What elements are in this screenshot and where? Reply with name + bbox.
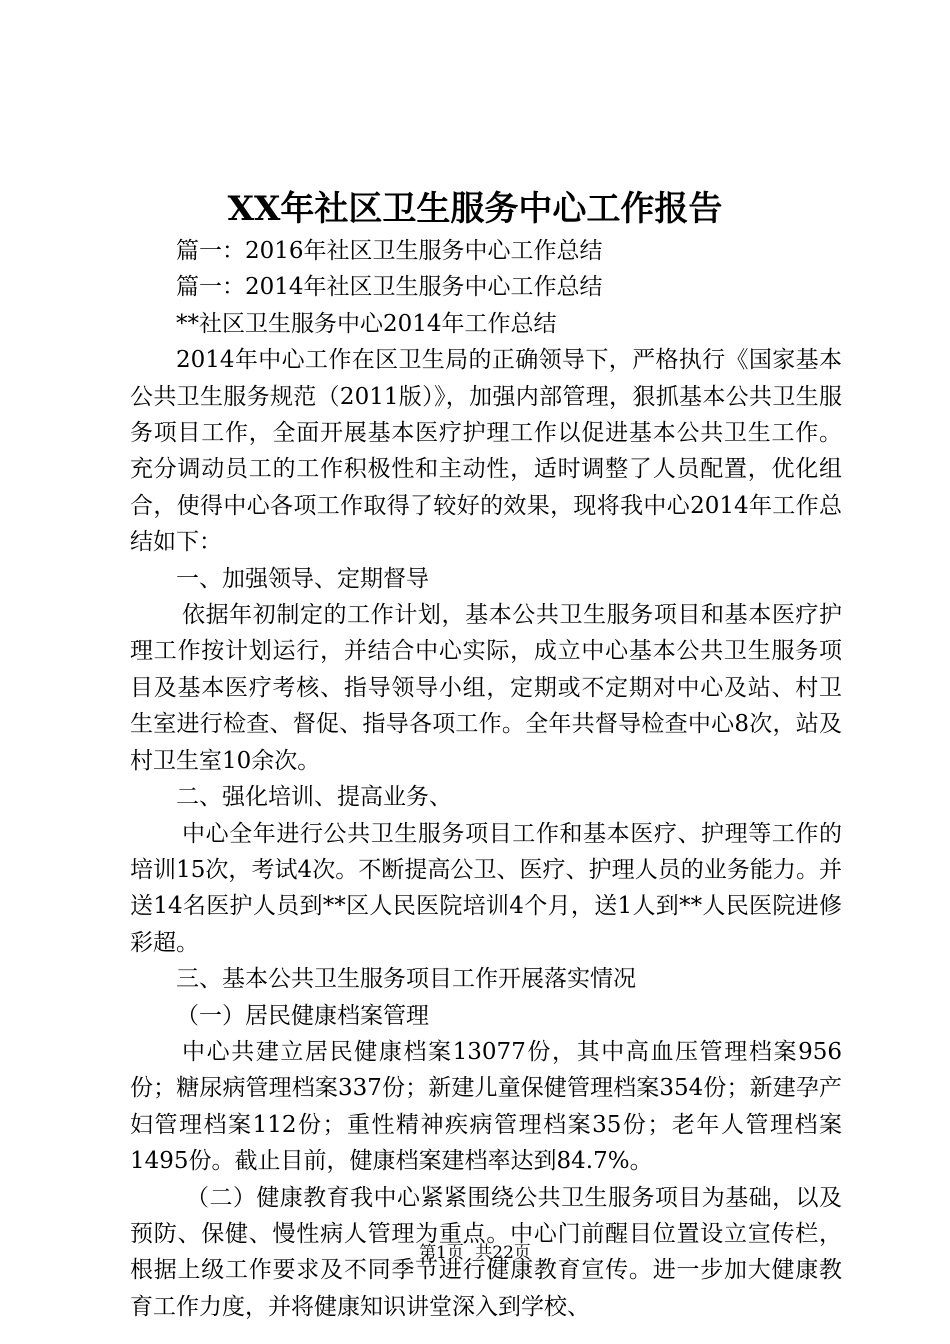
body-paragraph: 2014年中心工作在区卫生局的正确领导下，严格执行《国家基本公共卫生服务规范（2011版）》，加强内部管理，狠抓基本公共卫生服务项目工作，全面开展基本医疗护理工作以促进基本公共卫生工作。充分调动员工的工作积极性和主动性，适时调整了人员配置，优化组合，使得中心各项工作取得了较好的效果，现将我中心2014年工作总结如下： [130,347,842,556]
subtitle-line: 篇一：2014年社区卫生服务中心工作总结 [176,274,603,301]
subtitle-line: 篇一：2016年社区卫生服务中心工作总结 [176,238,603,264]
page-number: 第1页 [419,1243,464,1263]
report-heading: **社区卫生服务中心2014年工作总结 [176,310,557,337]
body-paragraph: （二）健康教育我中心紧紧围绕公共卫生服务项目为基础，以及预防、保健、慢性病人管理为重点。中心门前醒目位置设立宣传栏，根据上级工作要求及不同季节进行健康教育宣传。进一步加大健康教育工作力度，并将健康知识讲堂深入到学校、 [130,1184,842,1320]
body-paragraph: 中心全年进行公共卫生服务项目工作和基本医疗、护理等工作的培训15次，考试4次。不断提高公卫、医疗、护理人员的业务能力。并送14名医护人员到**区人民医院培训4个月，送1人到**人民医院进修彩超。 [130,820,842,956]
section-heading: 一、加强领导、定期督导 [176,565,429,592]
subsection-heading: （一）居民健康档案管理 [176,1002,429,1029]
document-body [130,233,842,1325]
section-heading: 三、基本公共卫生服务项目工作开展落实情况 [176,966,636,993]
document-title: XX年社区卫生服务中心工作报告 [227,189,723,229]
body-paragraph: 中心共建立居民健康档案13077份，其中高血压管理档案956份；糖尿病管理档案337份；新建儿童保健管理档案354份；新建孕产妇管理档案112份；重性精神疾病管理档案35份；老年人管理档案1495份。截止目前，健康档案建档率达到84.7%。 [130,1038,842,1175]
body-paragraph: 依据年初制定的工作计划，基本公共卫生服务项目和基本医疗护理工作按计划运行，并结合中心实际，成立中心基本公共卫生服务项目及基本医疗考核、指导领导小组，定期或不定期对中心及站、村卫生室进行检查、督促、指导各项工作。全年共督导检查中心8次，站及村卫生室10余次。 [130,602,842,774]
section-heading: 二、强化培训、提高业务、 [176,784,452,811]
page-footer [0,1241,950,1265]
page-total: 共22页 [475,1243,531,1263]
